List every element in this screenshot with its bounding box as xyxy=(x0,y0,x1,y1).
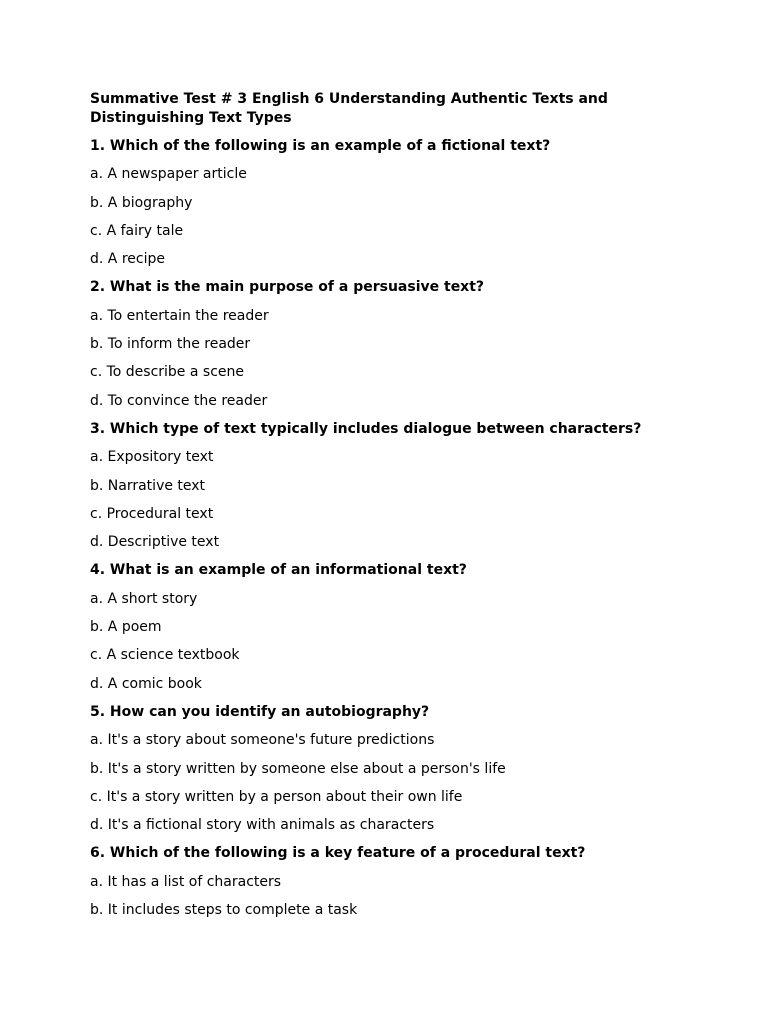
question-5-option-a: a. It's a story about someone's future predictions xyxy=(90,732,435,749)
question-4-option-b: b. A poem xyxy=(90,619,162,636)
question-6-option-b: b. It includes steps to complete a task xyxy=(90,902,358,919)
question-2-option-c: c. To describe a scene xyxy=(90,364,244,381)
question-3-option-c: c. Procedural text xyxy=(90,505,214,522)
question-2-option-b: b. To inform the reader xyxy=(90,336,251,353)
question-5-option-b: b. It's a story written by someone else about a person's life xyxy=(90,760,506,777)
question-2-option-d: d. To convince the reader xyxy=(90,392,268,409)
question-1: 1. Which of the following is an example of a fictional text? xyxy=(90,138,551,154)
question-4-option-a: a. A short story xyxy=(90,590,198,607)
question-1-option-d: d. A recipe xyxy=(90,251,165,268)
question-3-option-d: d. Descriptive text xyxy=(90,534,220,551)
question-3-option-b: b. Narrative text xyxy=(90,477,206,494)
question-4-option-d: d. A comic book xyxy=(90,675,202,692)
question-2-option-a: a. To entertain the reader xyxy=(90,307,269,324)
question-5-option-c: c. It's a story written by a person about their own life xyxy=(90,788,463,805)
question-6-option-a: a. It has a list of characters xyxy=(90,873,282,890)
question-5: 5. How can you identify an autobiography? xyxy=(90,703,430,720)
question-1-option-b: b. A biography xyxy=(90,194,193,211)
question-3-option-a: a. Expository text xyxy=(90,449,214,466)
question-3: 3. Which type of text typically includes dialogue between characters? xyxy=(90,420,642,437)
question-1-option-a: a. A newspaper article xyxy=(90,166,247,183)
question-6: 6. Which of the following is a key feature of a procedural text? xyxy=(90,845,586,862)
document-title: Summative Test # 3 English 6 Understanding Authentic Texts and Distinguishing Text Types xyxy=(90,91,608,126)
question-4: 4. What is an example of an informational text? xyxy=(90,562,467,579)
document-content xyxy=(90,90,690,929)
question-4-option-c: c. A science textbook xyxy=(90,647,240,664)
question-2: 2. What is the main purpose of a persuasive text? xyxy=(90,279,485,296)
question-1-option-c: c. A fairy tale xyxy=(90,222,184,239)
question-5-option-d: d. It's a fictional story with animals as characters xyxy=(90,817,435,834)
